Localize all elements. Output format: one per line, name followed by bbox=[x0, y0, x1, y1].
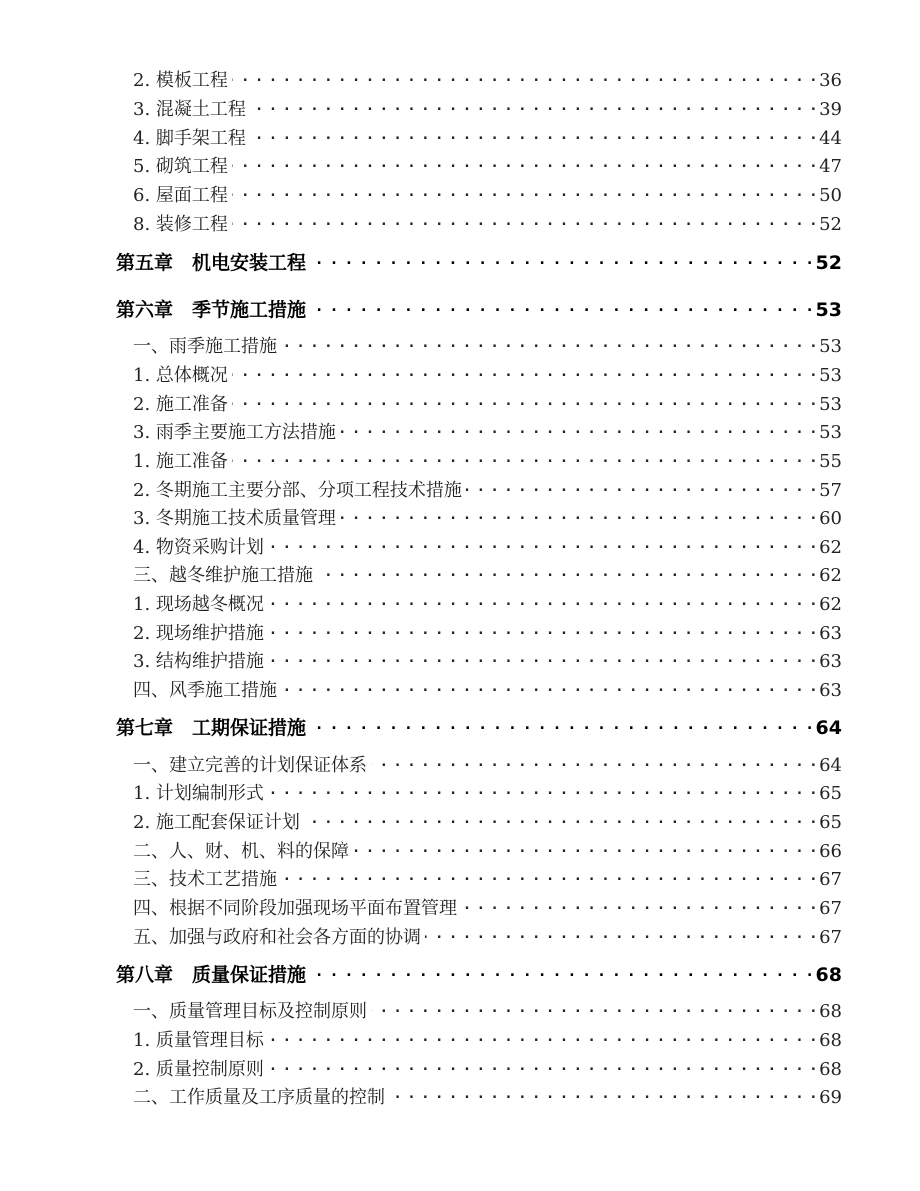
toc-chapter[interactable] bbox=[116, 248, 842, 275]
toc-entry-label: 1. 现场越冬概况 bbox=[133, 594, 264, 615]
toc-entry[interactable] bbox=[133, 561, 842, 587]
toc-entry-page: 36 bbox=[819, 70, 842, 91]
toc-entry-page: 67 bbox=[819, 869, 842, 890]
toc-entry-label: 四、根据不同阶段加强现场平面布置管理 bbox=[133, 898, 457, 919]
toc-entry-page: 69 bbox=[819, 1087, 842, 1108]
toc-entry-label: 6. 屋面工程 bbox=[133, 185, 228, 206]
toc-entry-label: 3. 冬期施工技术质量管理 bbox=[133, 508, 336, 529]
dot-leader bbox=[232, 363, 816, 381]
toc-chapter-page: 68 bbox=[815, 964, 842, 986]
toc-entry-page: 65 bbox=[819, 812, 842, 833]
toc-entry-page: 67 bbox=[819, 898, 842, 919]
toc-entry-page: 63 bbox=[819, 651, 842, 672]
dot-leader bbox=[268, 535, 816, 553]
toc-entry-page: 53 bbox=[819, 394, 842, 415]
dot-leader bbox=[232, 183, 816, 201]
dot-leader bbox=[232, 212, 816, 230]
toc-entry-label: 3. 结构维护措施 bbox=[133, 651, 264, 672]
dot-leader bbox=[304, 810, 816, 828]
dot-leader bbox=[268, 1028, 816, 1046]
toc-entry-label: 四、风季施工措施 bbox=[133, 680, 277, 701]
toc-entry-label: 1. 质量管理目标 bbox=[133, 1030, 264, 1051]
toc-entry-page: 66 bbox=[819, 841, 842, 862]
toc-entry-label: 2. 模板工程 bbox=[133, 70, 228, 91]
toc-entry[interactable] bbox=[133, 1055, 842, 1081]
toc-entry-label: 三、技术工艺措施 bbox=[133, 869, 277, 890]
toc-entry-page: 53 bbox=[819, 336, 842, 357]
dot-leader bbox=[389, 1085, 816, 1103]
toc-entry[interactable] bbox=[133, 210, 842, 236]
toc-entry-page: 62 bbox=[819, 537, 842, 558]
dot-leader bbox=[425, 925, 816, 943]
toc-entry-page: 44 bbox=[819, 128, 842, 149]
dot-leader bbox=[268, 592, 816, 610]
toc-entry-label: 一、建立完善的计划保证体系 bbox=[133, 755, 367, 776]
toc-entry-page: 50 bbox=[819, 185, 842, 206]
toc-entry-page: 53 bbox=[819, 365, 842, 386]
toc-entry-label: 2. 冬期施工主要分部、分项工程技术措施 bbox=[133, 480, 462, 501]
dot-leader bbox=[268, 1057, 816, 1075]
toc-entry-label: 4. 脚手架工程 bbox=[133, 128, 246, 149]
toc-entry[interactable] bbox=[133, 751, 842, 777]
toc-entry[interactable] bbox=[133, 837, 842, 863]
toc-entry-label: 2. 施工准备 bbox=[133, 394, 228, 415]
dot-leader bbox=[340, 506, 816, 524]
toc-chapter-label: 第六章 季节施工措施 bbox=[116, 299, 307, 321]
dot-leader bbox=[371, 999, 816, 1017]
toc-chapter[interactable] bbox=[116, 713, 842, 740]
toc-entry-page: 65 bbox=[819, 783, 842, 804]
toc-entry-label: 3. 混凝土工程 bbox=[133, 99, 246, 120]
dot-leader bbox=[281, 867, 816, 885]
dot-leader bbox=[250, 97, 816, 115]
toc-entry[interactable] bbox=[133, 504, 842, 530]
toc-entry[interactable] bbox=[133, 1026, 842, 1052]
dot-leader bbox=[310, 250, 813, 269]
toc-entry-label: 8. 装修工程 bbox=[133, 214, 228, 235]
dot-leader bbox=[268, 649, 816, 667]
toc-entry-label: 一、雨季施工措施 bbox=[133, 336, 277, 357]
toc-entry-label: 一、质量管理目标及控制原则 bbox=[133, 1001, 367, 1022]
toc-entry-label: 1. 总体概况 bbox=[133, 365, 228, 386]
toc-entry-label: 1. 施工准备 bbox=[133, 451, 228, 472]
toc-entry-label: 2. 施工配套保证计划 bbox=[133, 812, 300, 833]
toc-entry[interactable] bbox=[133, 779, 842, 805]
dot-leader bbox=[310, 715, 813, 734]
dot-leader bbox=[232, 154, 816, 172]
toc-chapter-label: 第五章 机电安装工程 bbox=[116, 252, 307, 274]
dot-leader bbox=[232, 392, 816, 410]
toc-entry-page: 62 bbox=[819, 565, 842, 586]
toc-entry-label: 2. 质量控制原则 bbox=[133, 1059, 264, 1080]
toc-entry[interactable] bbox=[133, 390, 842, 416]
toc-entry[interactable] bbox=[133, 181, 842, 207]
toc-entry-page: 62 bbox=[819, 594, 842, 615]
dot-leader bbox=[268, 621, 816, 639]
toc-entry-label: 五、加强与政府和社会各方面的协调 bbox=[133, 927, 421, 948]
dot-leader bbox=[461, 896, 816, 914]
toc-entry[interactable] bbox=[133, 590, 842, 616]
toc-entry-label: 二、工作质量及工序质量的控制 bbox=[133, 1087, 385, 1108]
toc-entry-page: 39 bbox=[819, 99, 842, 120]
toc-entry-page: 68 bbox=[819, 1059, 842, 1080]
dot-leader bbox=[317, 563, 816, 581]
toc-entry[interactable] bbox=[133, 619, 842, 645]
dot-leader bbox=[353, 839, 816, 857]
toc-entry-label: 三、越冬维护施工措施 bbox=[133, 565, 313, 586]
toc-chapter-page: 64 bbox=[815, 717, 842, 739]
toc-entry[interactable] bbox=[133, 865, 842, 891]
dot-leader bbox=[232, 449, 816, 467]
toc-entry[interactable] bbox=[133, 152, 842, 178]
toc-entry[interactable] bbox=[133, 95, 842, 121]
toc-entry[interactable] bbox=[133, 418, 842, 444]
toc-entry-label: 5. 砌筑工程 bbox=[133, 156, 228, 177]
toc-chapter-label: 第八章 质量保证措施 bbox=[116, 964, 307, 986]
toc-chapter[interactable] bbox=[116, 295, 842, 322]
toc-entry-page: 68 bbox=[819, 1001, 842, 1022]
toc-entry[interactable] bbox=[133, 997, 842, 1023]
toc-entry-label: 2. 现场维护措施 bbox=[133, 623, 264, 644]
dot-leader bbox=[466, 478, 816, 496]
dot-leader bbox=[371, 753, 816, 771]
toc-entry[interactable] bbox=[133, 676, 842, 702]
toc-entry[interactable] bbox=[133, 894, 842, 920]
toc-entry[interactable] bbox=[133, 476, 842, 502]
toc-entry[interactable] bbox=[133, 124, 842, 150]
dot-leader bbox=[281, 678, 816, 696]
dot-leader bbox=[268, 781, 816, 799]
toc-entry[interactable] bbox=[133, 332, 842, 358]
dot-leader bbox=[310, 297, 813, 316]
dot-leader bbox=[310, 962, 813, 981]
toc-entry-page: 47 bbox=[819, 156, 842, 177]
toc-chapter[interactable] bbox=[116, 960, 842, 987]
toc-entry-page: 64 bbox=[819, 755, 842, 776]
toc-entry-label: 3. 雨季主要施工方法措施 bbox=[133, 422, 336, 443]
toc-entry-page: 57 bbox=[819, 480, 842, 501]
toc-entry[interactable] bbox=[133, 923, 842, 949]
toc-entry-page: 67 bbox=[819, 927, 842, 948]
toc-entry[interactable] bbox=[133, 361, 842, 387]
toc-entry-page: 60 bbox=[819, 508, 842, 529]
toc-entry[interactable] bbox=[133, 447, 842, 473]
toc-entry-page: 68 bbox=[819, 1030, 842, 1051]
toc-entry[interactable] bbox=[133, 808, 842, 834]
toc-entry[interactable] bbox=[133, 647, 842, 673]
dot-leader bbox=[232, 68, 816, 86]
toc-chapter-label: 第七章 工期保证措施 bbox=[116, 717, 307, 739]
toc-entry-page: 53 bbox=[819, 422, 842, 443]
toc-chapter-page: 53 bbox=[815, 299, 842, 321]
toc-entry[interactable] bbox=[133, 1083, 842, 1109]
toc-chapter-page: 52 bbox=[815, 252, 842, 274]
toc-entry-label: 4. 物资采购计划 bbox=[133, 537, 264, 558]
toc-entry[interactable] bbox=[133, 66, 842, 92]
dot-leader bbox=[281, 334, 816, 352]
toc-entry-page: 63 bbox=[819, 680, 842, 701]
toc-entry[interactable] bbox=[133, 533, 842, 559]
toc-entry-page: 52 bbox=[819, 214, 842, 235]
dot-leader bbox=[250, 126, 816, 144]
dot-leader bbox=[340, 420, 816, 438]
toc-entry-label: 1. 计划编制形式 bbox=[133, 783, 264, 804]
toc-entry-page: 63 bbox=[819, 623, 842, 644]
toc-entry-label: 二、人、财、机、料的保障 bbox=[133, 841, 349, 862]
toc-entry-page: 55 bbox=[819, 451, 842, 472]
